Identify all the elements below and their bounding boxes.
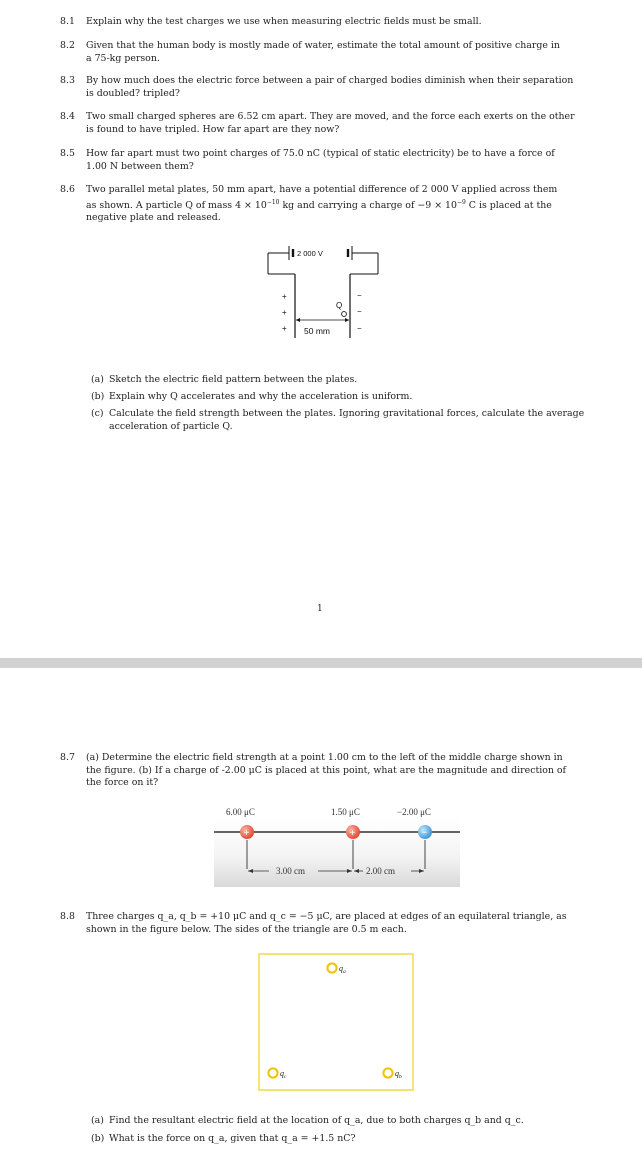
plus-sign: + <box>349 828 356 839</box>
subquestion-8-8a: (a) Find the resultant electric field at the location of q_a, due to both charges q_b and q_c. <box>91 1115 524 1126</box>
triangle-charges-figure <box>258 953 415 1093</box>
parallel-plates-figure <box>260 240 385 340</box>
charge-qb-label: $q_b$ <box>395 1069 402 1080</box>
distance-label-2: 2.00 cm <box>366 866 395 876</box>
plus-sign: + <box>243 828 250 839</box>
page-number: 1 <box>317 604 323 614</box>
charge-qa-label: $q_a$ <box>339 964 346 975</box>
minus-sign: − <box>357 307 362 316</box>
problem-8-4: 8.4 Two small charged spheres are 6.52 cm apart. They are moved, and the force each exerts on the other is found to have tripled. How far apart are they now? <box>60 111 575 135</box>
subquestion-8-6c: (c) Calculate the field strength between the plates. Ignoring gravitational forces, calculate the average acceleration of particle Q. <box>91 408 585 432</box>
particle-q-label: Q <box>336 301 343 310</box>
distance-label: 50 mm <box>304 326 330 336</box>
distance-label-1: 3.00 cm <box>276 866 305 876</box>
charge-qa <box>327 963 336 972</box>
charge-qc <box>268 1068 277 1077</box>
problem-8-3: 8.3 By how much does the electric force between a pair of charged bodies diminish when their separation is doubled? tripled? <box>60 75 574 99</box>
problem-8-6: 8.6 Two parallel metal plates, 50 mm apart, have a potential difference of 2 000 V applied across them as shown. A particle Q of mass $4 \times 10^{-10}$ kg and carrying a charge of $-9 \times 10^{-9}$ C is placed at the negative plate and released. <box>60 184 558 224</box>
charge-label-2: 1.50 μC <box>331 807 360 817</box>
subquestion-8-6b: (b) Explain why Q accelerates and why the acceleration is uniform. <box>91 391 413 402</box>
minus-sign: − <box>421 827 428 839</box>
three-charges-figure <box>214 803 460 887</box>
charge-qb <box>383 1068 392 1077</box>
arrow-head-right <box>345 318 349 322</box>
plus-sign: + <box>282 324 287 333</box>
subquestion-8-6a: (a) Sketch the electric field pattern between the plates. <box>91 374 358 385</box>
problem-8-8: 8.8 Three charges q_a, q_b = +10 μC and q_c = −5 μC, are placed at edges of an equilateral triangle, as shown in the figure below. The sides of the triangle are 0.5 m each. <box>60 911 567 935</box>
subquestion-8-8b: (b) What is the force on q_a, given that q_a = +1.5 nC? <box>91 1133 356 1144</box>
voltage-label: 2 000 V <box>297 249 323 258</box>
particle-q <box>342 312 347 317</box>
problem-8-5: 8.5 How far apart must two point charges of 75.0 nC (typical of static electricity) be to have a force of 1.00 N between them? <box>60 148 555 172</box>
charge-label-1: 6.00 μC <box>226 807 255 817</box>
page-separator <box>0 658 642 668</box>
charge-qc-label: $q_c$ <box>280 1069 287 1080</box>
plus-sign: + <box>282 292 287 301</box>
charge-label-3: −2.00 μC <box>397 807 431 817</box>
problem-8-2: 8.2 Given that the human body is mostly made of water, estimate the total amount of positive charge in a 75-kg person. <box>60 40 560 64</box>
minus-sign: − <box>357 291 362 300</box>
minus-sign: − <box>357 324 362 333</box>
problem-8-1: 8.1 Explain why the test charges we use when measuring electric fields must be small. <box>60 16 482 27</box>
plus-sign: + <box>282 308 287 317</box>
problem-8-7: 8.7 (a) Determine the electric field strength at a point 1.00 cm to the left of the middle charge shown in the figure. (b) If a charge of -2.00 μC is placed at this point, what are the magnitude and direction of the force on it? <box>60 752 566 788</box>
arrow-head-left <box>296 318 300 322</box>
